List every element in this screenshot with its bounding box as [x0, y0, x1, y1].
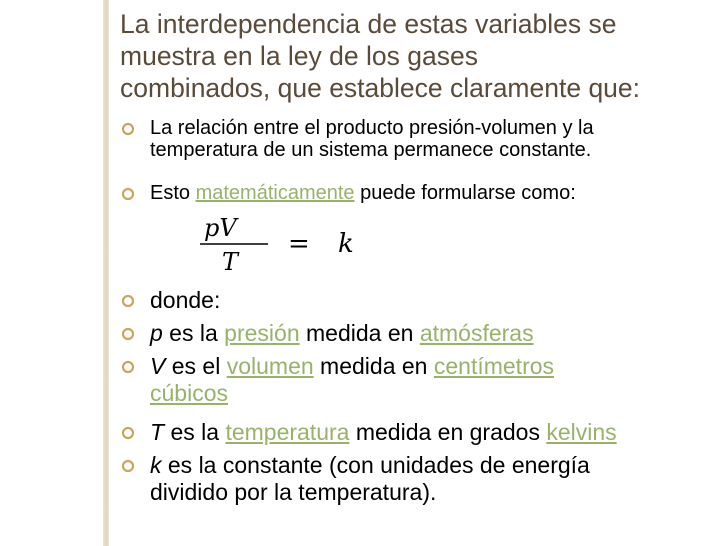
- link-atmosferas[interactable]: atmósferas: [419, 320, 534, 346]
- gas-law-formula: [198, 214, 378, 274]
- link-centimetros[interactable]: centímetros: [433, 353, 555, 379]
- list-item-presion: [120, 320, 710, 347]
- list-item-formula-intro: [120, 182, 710, 204]
- hollow-circle-bullet-icon: [121, 122, 135, 136]
- slide-title: [120, 8, 710, 104]
- bullet-text: medida en: [313, 353, 434, 379]
- variable-k: k: [150, 452, 162, 478]
- title-line-1: La interdependencia de estas variables se: [120, 9, 617, 39]
- hollow-circle-bullet-icon: [121, 187, 135, 201]
- bullet-text: es la: [164, 419, 226, 445]
- hollow-circle-bullet-icon: [121, 327, 135, 341]
- link-volumen[interactable]: volumen: [226, 353, 314, 379]
- hollow-circle-bullet-icon: [121, 426, 135, 440]
- formula-numerator: pV: [204, 214, 237, 242]
- decorative-left-rule: [103, 0, 109, 546]
- variable-p: p: [150, 320, 163, 346]
- formula-rhs: k: [338, 229, 354, 259]
- hollow-circle-bullet-icon: [121, 360, 135, 374]
- bullet-text: medida en grados: [349, 419, 547, 445]
- link-matematicamente[interactable]: matemáticamente: [195, 182, 355, 204]
- list-item-volumen: [120, 353, 710, 407]
- link-presion[interactable]: presión: [224, 320, 300, 346]
- link-temperatura[interactable]: temperatura: [225, 419, 350, 445]
- variable-v: V: [150, 353, 166, 379]
- link-cubicos[interactable]: cúbicos: [150, 380, 228, 406]
- title-line-3: combinados, que establece claramente que:: [120, 73, 641, 103]
- list-item-relacion: [120, 117, 710, 161]
- link-kelvins[interactable]: kelvins: [546, 419, 617, 445]
- hollow-circle-bullet-icon: [121, 294, 135, 308]
- list-item-temperatura: [120, 419, 710, 446]
- bullet-text: es el: [165, 353, 227, 379]
- bullet-text: dividido por la temperatura).: [150, 479, 437, 505]
- bullet-text: es la constante (con unidades de energía: [161, 452, 590, 478]
- bullet-text: donde:: [150, 287, 221, 313]
- title-line-2: muestra en la ley de los gases: [120, 41, 478, 71]
- bullet-text: puede formularse como:: [354, 182, 576, 204]
- bullet-text: La relación entre el producto presión-volumen y la: [150, 117, 594, 139]
- formula-denominator: T: [222, 248, 239, 274]
- bullet-text: temperatura de un sistema permanece constante.: [150, 139, 592, 161]
- bullet-text: es la: [162, 320, 225, 346]
- formula-equals: =: [288, 229, 310, 259]
- variable-t: T: [150, 419, 165, 445]
- hollow-circle-bullet-icon: [121, 459, 135, 473]
- bullet-text: Esto: [150, 182, 196, 204]
- list-item-constante: [120, 452, 710, 506]
- bullet-text: medida en: [299, 320, 420, 346]
- list-item-donde: [120, 287, 710, 314]
